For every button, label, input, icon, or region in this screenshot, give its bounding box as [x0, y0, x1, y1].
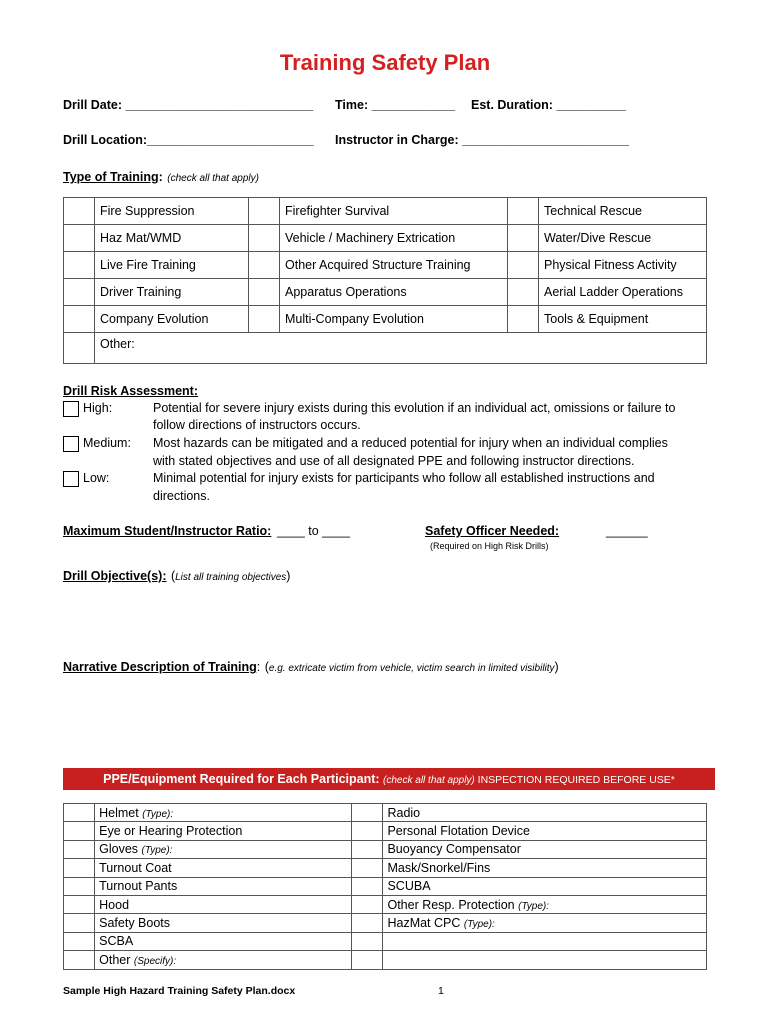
footer-filename: Sample High Hazard Training Safety Plan.docx [63, 985, 296, 997]
est-duration-blank[interactable]: __________ [556, 98, 626, 112]
time-field[interactable] [335, 98, 455, 112]
training-checkbox[interactable] [64, 225, 95, 252]
ppe-item-label: Mask/Snorkel/Fins [387, 860, 491, 875]
ppe-item-label: Turnout Coat [99, 860, 172, 875]
training-checkbox[interactable] [249, 225, 280, 252]
narrative-paren-close: ) [554, 660, 559, 674]
ppe-checkbox[interactable] [64, 822, 95, 840]
risk-heading: Drill Risk Assessment: [63, 384, 199, 398]
risk-high-checkbox[interactable] [63, 401, 79, 417]
ppe-item [95, 859, 352, 877]
training-row [64, 279, 707, 306]
ppe-checkbox[interactable] [64, 951, 95, 969]
ppe-row [64, 804, 707, 822]
ppe-item [95, 932, 352, 950]
ppe-row [64, 914, 707, 932]
training-checkbox[interactable] [249, 306, 280, 333]
training-option: Tools & Equipment [539, 306, 707, 333]
training-option: Firefighter Survival [280, 198, 508, 225]
training-checkbox[interactable] [64, 198, 95, 225]
ppe-item-label: Helmet [99, 805, 139, 820]
est-duration-field[interactable] [471, 98, 626, 112]
ppe-checkbox[interactable] [352, 840, 383, 858]
training-option: Company Evolution [95, 306, 249, 333]
ppe-row [64, 895, 707, 913]
drill-location-field[interactable] [63, 133, 314, 147]
ppe-item [95, 914, 352, 932]
ppe-item-note: (Type): [141, 845, 173, 857]
ppe-table [63, 803, 707, 970]
safety-officer-note: (Required on High Risk Drills) [430, 541, 549, 551]
risk-high-text-2: follow directions of instructors occurs. [153, 418, 361, 432]
training-checkbox[interactable] [249, 198, 280, 225]
objectives-hint: List all training objectives [175, 572, 287, 583]
training-row [64, 225, 707, 252]
instructor-field[interactable] [335, 133, 629, 147]
ppe-item [383, 914, 707, 932]
ppe-item [383, 840, 707, 858]
ppe-item-note: (Type): [518, 900, 550, 912]
risk-medium-label: Medium: [83, 436, 131, 450]
objectives-paren-close: ) [286, 569, 291, 583]
training-option: Water/Dive Rescue [539, 225, 707, 252]
narrative-heading [63, 658, 559, 676]
ppe-checkbox[interactable] [352, 804, 383, 822]
checkbox-other[interactable] [64, 333, 95, 364]
training-checkbox[interactable] [64, 279, 95, 306]
ppe-item [383, 877, 707, 895]
ppe-item [383, 895, 707, 913]
page-title: Training Safety Plan [279, 50, 491, 75]
instructor-label: Instructor in Charge: [335, 133, 459, 147]
risk-medium-checkbox[interactable] [63, 436, 79, 452]
ppe-row [64, 822, 707, 840]
ppe-item-label: Eye or Hearing Protection [99, 824, 243, 839]
ppe-item-label: Personal Flotation Device [387, 824, 530, 839]
training-option-other: Other: [95, 333, 707, 364]
training-option: Technical Rescue [539, 198, 707, 225]
ppe-row [64, 877, 707, 895]
ppe-item-note: (Type): [463, 919, 495, 931]
ppe-checkbox[interactable] [64, 804, 95, 822]
est-duration-label: Est. Duration: [471, 98, 553, 112]
ppe-checkbox[interactable] [352, 895, 383, 913]
training-type-label: Type of Training [63, 170, 159, 184]
drill-location-label: Drill Location: [63, 133, 148, 147]
ppe-item-label: Other Resp. Protection [387, 897, 515, 912]
narrative-hint: e.g. extricate victim from vehicle, victim search in limited visibility [268, 663, 555, 674]
ppe-checkbox[interactable] [64, 840, 95, 858]
risk-high-label: High: [83, 401, 113, 415]
footer-page-number: 1 [438, 985, 444, 997]
ratio-label: Maximum Student/Instructor Ratio: [63, 524, 272, 538]
safety-officer-label: Safety Officer Needed: [425, 524, 560, 538]
ppe-checkbox[interactable] [352, 822, 383, 840]
training-option: Fire Suppression [95, 198, 249, 225]
training-row [64, 198, 707, 225]
ppe-item [383, 932, 707, 950]
ppe-item-label: SCBA [99, 934, 134, 949]
time-blank[interactable]: ____________ [371, 98, 456, 112]
drill-location-blank[interactable]: ________________________ [147, 133, 314, 147]
ppe-checkbox[interactable] [352, 914, 383, 932]
risk-medium-text-1: Most hazards can be mitigated and a reduced potential for injury when an individual complies [153, 436, 668, 450]
instructor-blank[interactable]: ________________________ [462, 133, 629, 147]
ppe-checkbox[interactable] [64, 914, 95, 932]
narrative-colon: : [256, 660, 261, 674]
training-option: Multi-Company Evolution [280, 306, 508, 333]
ppe-checkbox[interactable] [352, 877, 383, 895]
ppe-item [95, 840, 352, 858]
ppe-item [95, 951, 352, 969]
narrative-paren-open: ( [264, 660, 269, 674]
training-row [64, 306, 707, 333]
ppe-row [64, 932, 707, 950]
drill-date-label: Drill Date: [63, 98, 123, 112]
ratio-value[interactable]: ____ to ____ [277, 524, 350, 538]
ppe-checkbox[interactable] [352, 932, 383, 950]
training-checkbox[interactable] [64, 252, 95, 279]
training-option: Apparatus Operations [280, 279, 508, 306]
risk-low-checkbox[interactable] [63, 471, 79, 487]
time-label: Time: [335, 98, 369, 112]
ppe-item [95, 804, 352, 822]
ppe-row [64, 840, 707, 858]
ppe-checkbox[interactable] [64, 895, 95, 913]
ppe-subheading [383, 774, 675, 786]
ppe-item-note: (Type): [142, 808, 174, 820]
ppe-item [95, 822, 352, 840]
ppe-item [95, 895, 352, 913]
objectives-paren-open: ( [170, 569, 176, 583]
training-option: Vehicle / Machinery Extrication [280, 225, 508, 252]
training-option: Aerial Ladder Operations [539, 279, 707, 306]
training-checkbox[interactable] [508, 225, 539, 252]
ppe-item-label: Radio [387, 805, 421, 820]
ppe-row [64, 859, 707, 877]
ppe-heading: PPE/Equipment Required for Each Participant: [103, 772, 380, 786]
ppe-item-label: Hood [99, 897, 130, 912]
ppe-item-label: Other [99, 952, 131, 967]
safety-officer-blank[interactable]: ______ [606, 524, 648, 538]
risk-high-text-1: Potential for severe injury exists during this evolution if an individual act, omissions or failure to [153, 401, 676, 415]
ppe-item-label: Gloves [99, 842, 139, 857]
training-checkbox[interactable] [249, 279, 280, 306]
training-row-other [64, 333, 707, 364]
ppe-checkbox[interactable] [64, 932, 95, 950]
drill-date-blank[interactable]: ___________________________ [125, 98, 314, 112]
ppe-hint: (check all that apply) [383, 775, 475, 786]
ppe-item-note: (Specify): [133, 955, 177, 967]
ppe-checkbox[interactable] [64, 877, 95, 895]
ppe-item-label: Turnout Pants [99, 879, 178, 894]
ppe-item-label: SCUBA [387, 879, 431, 894]
training-row [64, 252, 707, 279]
ppe-item [95, 877, 352, 895]
ppe-heading-band [63, 768, 715, 790]
risk-low-text-2: directions. [153, 489, 210, 503]
training-type-table [63, 197, 707, 364]
training-type-colon: : [158, 170, 163, 184]
ppe-item-label: HazMat CPC [387, 916, 461, 931]
risk-low-label: Low: [83, 471, 110, 485]
training-checkbox[interactable] [508, 306, 539, 333]
training-option: Live Fire Training [95, 252, 249, 279]
training-checkbox[interactable] [508, 279, 539, 306]
training-option: Driver Training [95, 279, 249, 306]
ppe-checkbox[interactable] [64, 859, 95, 877]
narrative-label: Narrative Description of Training [63, 660, 257, 674]
ppe-item [383, 804, 707, 822]
training-checkbox[interactable] [508, 252, 539, 279]
ppe-checkbox[interactable] [352, 859, 383, 877]
training-option: Other Acquired Structure Training [280, 252, 508, 279]
training-option: Physical Fitness Activity [539, 252, 707, 279]
training-option: Haz Mat/WMD [95, 225, 249, 252]
objectives-label: Drill Objective(s): [63, 569, 167, 583]
ppe-checkbox[interactable] [352, 951, 383, 969]
training-type-hint: (check all that apply) [167, 173, 259, 184]
risk-low-text-1: Minimal potential for injury exists for participants who follow all established instructions and [153, 471, 655, 485]
ppe-item [383, 822, 707, 840]
ppe-item-label: Buoyancy Compensator [387, 842, 521, 857]
drill-date-field[interactable] [63, 98, 313, 112]
risk-medium-text-2: with stated objectives and use of all designated PPE and following instructor directions. [153, 454, 635, 468]
training-checkbox[interactable] [64, 306, 95, 333]
ppe-item [383, 951, 707, 969]
ppe-row [64, 951, 707, 969]
training-type-heading [63, 168, 259, 186]
ppe-item-label: Safety Boots [99, 916, 171, 931]
ppe-inspection: INSPECTION REQUIRED BEFORE USE* [477, 774, 675, 786]
ppe-item [383, 859, 707, 877]
objectives-heading [63, 567, 290, 585]
training-checkbox[interactable] [508, 198, 539, 225]
training-checkbox[interactable] [249, 252, 280, 279]
